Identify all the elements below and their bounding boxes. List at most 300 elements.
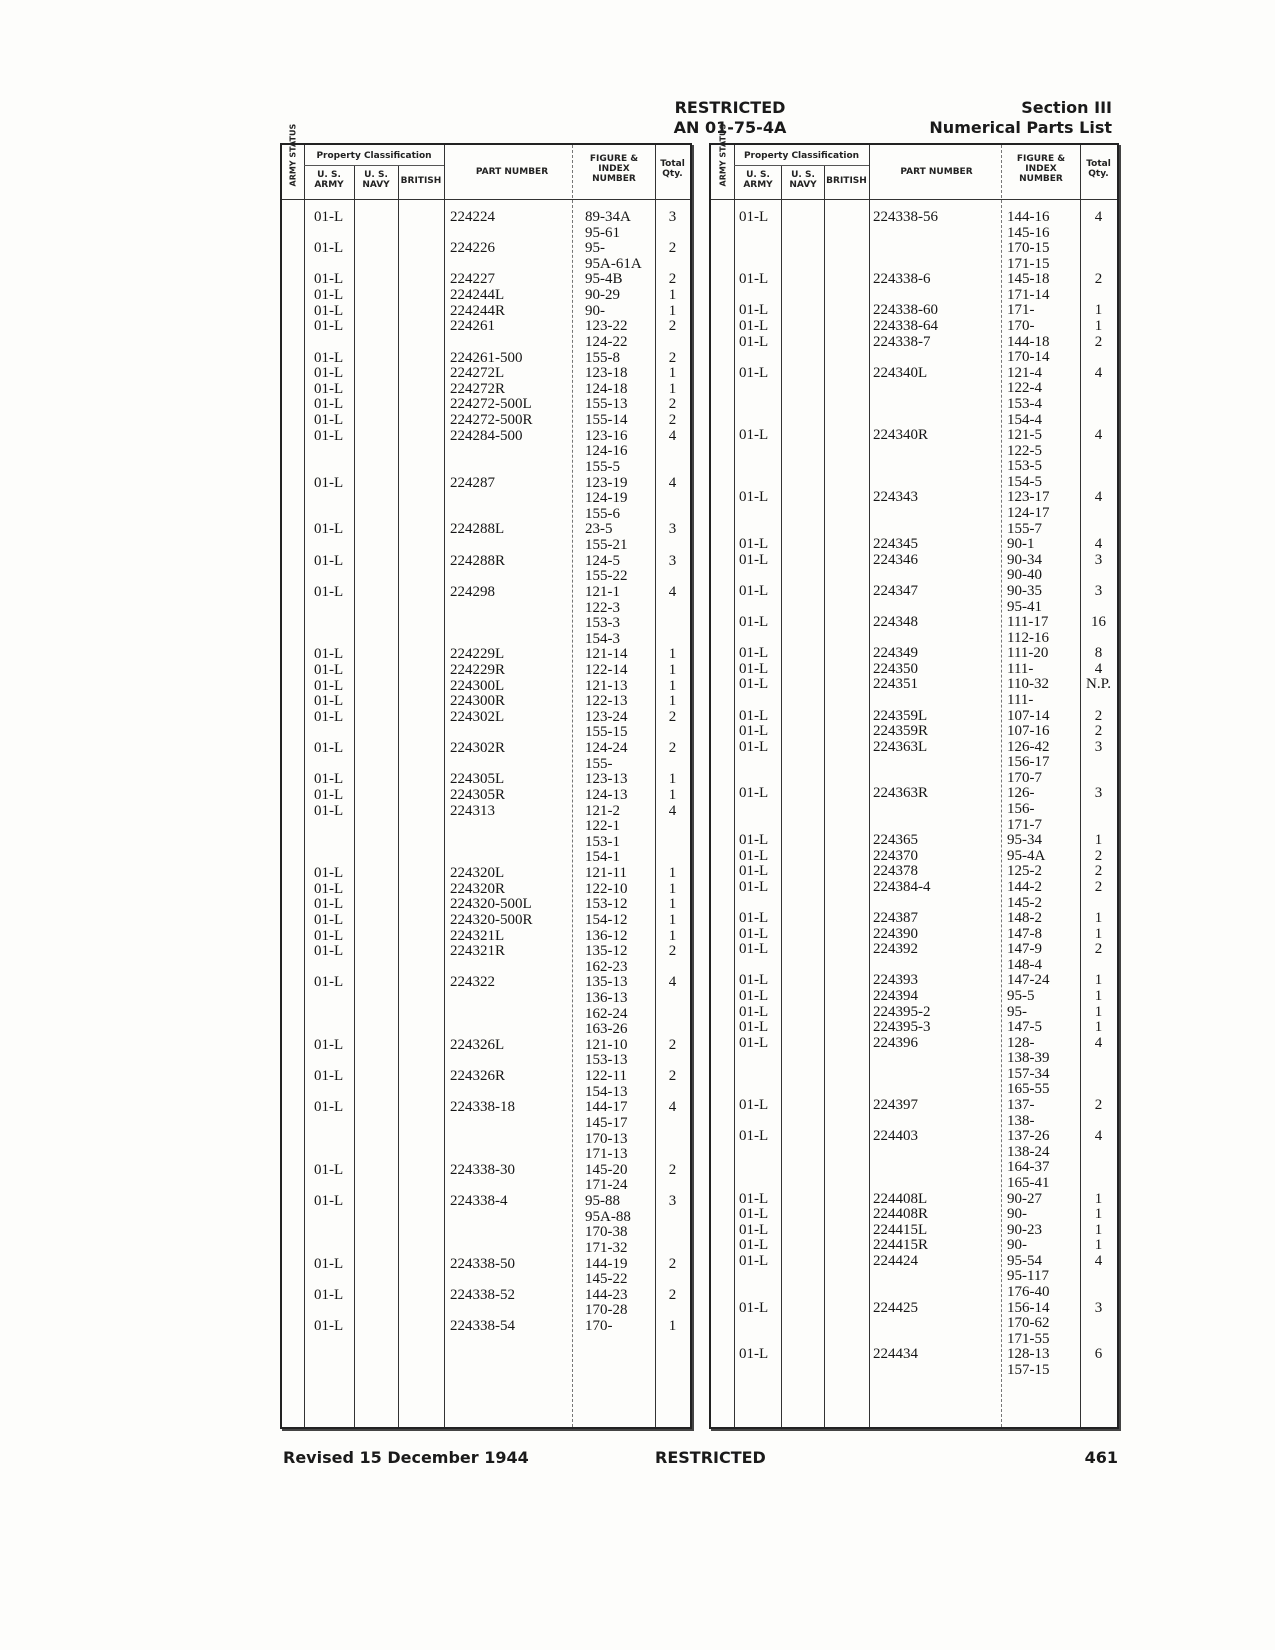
figure-index-cell: 111-20 (1007, 645, 1049, 662)
figure-index-cell: 145-18 (1007, 271, 1050, 288)
total-qty-cell: 2 (668, 1068, 677, 1085)
part-number-cell: 224394 (873, 988, 918, 1004)
part-number-cell: 224326L (450, 1036, 505, 1053)
total-qty-cell: 2 (668, 1286, 677, 1303)
total-qty-cell: 4 (668, 474, 677, 491)
figure-index-cell: 162-24 (585, 1005, 628, 1022)
figure-index-cell: 171-32 (585, 1239, 628, 1256)
figure-index-cell: 154-13 (585, 1083, 628, 1100)
figure-index-cell: 121-10 (585, 1036, 628, 1053)
part-number-cell: 224322 (450, 974, 495, 991)
header-figure-index: FIGURE & INDEX NUMBER (589, 154, 639, 184)
part-number-cell: 224300R (450, 693, 506, 710)
army-status-cell: 01-L (739, 676, 769, 693)
part-number-cell: 224321R (450, 943, 506, 960)
part-number-cell: 224326R (450, 1068, 506, 1085)
army-status-cell: 01-L (314, 693, 344, 710)
table-row (711, 489, 1117, 505)
army-status-cell: 01-L (739, 427, 769, 444)
part-number-cell: 224378 (873, 863, 918, 880)
table-row (711, 801, 1117, 817)
figure-index-cell: 154-3 (585, 630, 620, 647)
table-row (282, 959, 690, 975)
part-number-cell: 224338-60 (873, 302, 938, 319)
army-status-cell: 01-L (314, 943, 344, 960)
table-row (282, 1209, 690, 1225)
table-row (711, 318, 1117, 334)
table-row (711, 1315, 1117, 1331)
total-qty-cell: 4 (1094, 660, 1103, 677)
figure-index-cell: 95-41 (1007, 598, 1042, 615)
table-row (711, 1268, 1117, 1284)
table-row (282, 334, 690, 350)
table-row (711, 661, 1117, 677)
header-british: BRITISH (826, 176, 867, 186)
total-qty-cell: 2 (668, 943, 677, 960)
total-qty-cell: 2 (668, 1161, 677, 1178)
table-row (282, 818, 690, 834)
part-number-cell: 224384-4 (873, 878, 931, 895)
table-row (282, 584, 690, 600)
army-status-cell: 01-L (314, 427, 344, 444)
army-status-cell: 01-L (314, 1099, 344, 1116)
figure-index-cell: 136-13 (585, 990, 628, 1006)
figure-index-cell: 138-24 (1007, 1143, 1050, 1160)
figure-index-cell: 90- (585, 302, 605, 319)
table-row (282, 678, 690, 694)
part-number-cell: 224272L (450, 365, 505, 382)
army-status-cell: 01-L (739, 318, 769, 335)
part-number-cell: 224244R (450, 302, 506, 319)
total-qty-cell: 1 (668, 365, 677, 382)
table-row (282, 396, 690, 412)
total-qty-cell: 2 (668, 318, 677, 335)
table-row (282, 459, 690, 475)
army-status-cell: 01-L (739, 364, 769, 381)
header-property-classification: Property Classification (743, 151, 860, 161)
figure-index-cell: 123-18 (585, 365, 628, 382)
table-row (282, 1287, 690, 1303)
part-number-cell: 224359R (873, 723, 929, 740)
figure-index-cell: 154-12 (585, 911, 628, 928)
figure-index-cell: 145-16 (1007, 224, 1050, 241)
part-number-cell: 224370 (873, 847, 918, 864)
figure-index-cell: 155-14 (585, 412, 628, 429)
total-qty-cell: 1 (1094, 1003, 1103, 1020)
table-row (711, 770, 1117, 786)
figure-index-cell: 170-62 (1007, 1315, 1050, 1332)
figure-index-cell: 95A-61A (585, 255, 642, 272)
table-row (711, 536, 1117, 552)
army-status-cell: 01-L (314, 209, 344, 225)
army-status-cell: 01-L (314, 927, 344, 944)
part-number-cell: 224320R (450, 880, 506, 897)
figure-index-cell: 163-26 (585, 1021, 628, 1038)
total-qty-cell: N.P. (1085, 676, 1111, 693)
table-row (282, 225, 690, 241)
figure-index-cell: 153-1 (585, 833, 620, 850)
figure-index-cell: 95-61 (585, 224, 620, 241)
part-number-cell: 224346 (873, 551, 918, 568)
figure-index-cell: 121-5 (1007, 427, 1042, 444)
total-qty-cell: 1 (668, 896, 677, 913)
table-row (711, 1159, 1117, 1175)
part-number-cell: 224397 (873, 1097, 918, 1114)
total-qty-cell: 1 (1094, 832, 1103, 849)
part-number-cell: 224363L (873, 738, 928, 755)
part-number-cell: 224338-64 (873, 318, 938, 335)
table-row (711, 988, 1117, 1004)
figure-index-cell: 155-21 (585, 537, 628, 554)
part-number-cell: 224395-3 (873, 1019, 931, 1036)
total-qty-cell: 6 (1094, 1346, 1103, 1363)
total-qty-cell: 2 (668, 1255, 677, 1272)
total-qty-cell: 1 (1094, 1019, 1103, 1036)
figure-index-cell: 110-32 (1007, 676, 1049, 693)
total-qty-cell: 1 (668, 786, 677, 803)
total-qty-cell: 4 (1094, 1128, 1103, 1145)
table-row (711, 1128, 1117, 1144)
part-number-cell: 224321L (450, 927, 505, 944)
table-row (282, 490, 690, 506)
figure-index-cell: 90-29 (585, 287, 620, 304)
total-qty-cell: 1 (668, 880, 677, 897)
table-row (711, 1284, 1117, 1300)
header-army-status: ARMY STATUS (288, 123, 298, 187)
table-row (711, 957, 1117, 973)
figure-index-cell: 121-4 (1007, 364, 1042, 381)
army-status-cell: 01-L (739, 536, 769, 553)
part-number-cell: 224298 (450, 583, 495, 600)
figure-index-cell: 124-16 (585, 443, 628, 460)
part-number-cell: 224227 (450, 271, 495, 288)
army-status-cell: 01-L (314, 365, 344, 382)
figure-index-cell: 156-14 (1007, 1299, 1050, 1316)
table-row (711, 1237, 1117, 1253)
part-number-cell: 224261 (450, 318, 495, 335)
table-row (282, 771, 690, 787)
part-number-cell: 224224 (450, 209, 495, 225)
table-row (711, 521, 1117, 537)
table-row (711, 427, 1117, 443)
table-row (282, 1052, 690, 1068)
table-row (711, 287, 1117, 303)
table-row (282, 787, 690, 803)
header-us-navy: U. S. NAVY (362, 170, 390, 190)
table-row (282, 553, 690, 569)
part-number-cell: 224408R (873, 1206, 929, 1223)
part-number-cell: 224363R (873, 785, 929, 802)
table-row (282, 381, 690, 397)
total-qty-cell: 8 (1094, 645, 1103, 662)
army-status-cell: 01-L (739, 738, 769, 755)
figure-index-cell: 95-4A (1007, 847, 1046, 864)
table-row (711, 583, 1117, 599)
total-qty-cell: 1 (1094, 302, 1103, 319)
part-number-cell: 224244L (450, 287, 505, 304)
figure-index-cell: 155-7 (1007, 520, 1042, 537)
table-row (282, 521, 690, 537)
table-row (711, 225, 1117, 241)
part-number-cell: 224272-500L (450, 396, 532, 413)
table-row (711, 209, 1117, 225)
figure-index-cell: 155-8 (585, 349, 620, 366)
army-status-cell: 01-L (739, 1221, 769, 1238)
figure-index-cell: 126- (1007, 785, 1035, 802)
total-qty-cell: 1 (668, 661, 677, 678)
table-row (282, 600, 690, 616)
table-row (711, 1253, 1117, 1269)
figure-index-cell: 144-23 (585, 1286, 628, 1303)
army-status-cell: 01-L (314, 396, 344, 413)
figure-index-cell: 147-8 (1007, 925, 1042, 942)
table-row (282, 1131, 690, 1147)
army-status-cell: 01-L (739, 614, 769, 631)
header-property-classification: Property Classification (316, 151, 432, 161)
figure-index-cell: 121-2 (585, 802, 620, 819)
part-number-cell: 224320-500R (450, 911, 533, 928)
total-qty-cell: 1 (1094, 910, 1103, 927)
figure-index-cell: 153-3 (585, 615, 620, 632)
figure-index-cell: 90-35 (1007, 582, 1042, 599)
part-number-cell: 224313 (450, 802, 495, 819)
part-number-cell: 224305L (450, 771, 505, 788)
part-number-cell: 224348 (873, 614, 918, 631)
table-row (711, 1113, 1117, 1129)
table-row (282, 646, 690, 662)
table-row (711, 630, 1117, 646)
table-row (282, 475, 690, 491)
table-row (282, 1099, 690, 1115)
total-qty-cell: 4 (668, 974, 677, 991)
army-status-cell: 01-L (739, 1097, 769, 1114)
army-status-cell: 01-L (314, 677, 344, 694)
page-header-center (560, 98, 900, 138)
section-label: Section III (1021, 98, 1112, 117)
table-row (711, 365, 1117, 381)
figure-index-cell: 124-13 (585, 786, 628, 803)
part-number-cell: 224338-54 (450, 1318, 515, 1335)
army-status-cell: 01-L (739, 1299, 769, 1316)
figure-index-cell: 145-20 (585, 1161, 628, 1178)
part-number-cell: 224424 (873, 1252, 918, 1269)
figure-index-cell: 137- (1007, 1097, 1035, 1114)
figure-index-cell: 144-18 (1007, 333, 1050, 350)
figure-index-cell: 155-6 (585, 505, 620, 522)
table-row (711, 1019, 1117, 1035)
army-status-cell: 01-L (739, 1019, 769, 1036)
part-number-cell: 224305R (450, 786, 506, 803)
part-number-cell: 224351 (873, 676, 918, 693)
table-row (711, 1222, 1117, 1238)
table-row (711, 1050, 1117, 1066)
army-status-cell: 01-L (739, 847, 769, 864)
figure-index-cell: 123-19 (585, 474, 628, 491)
army-status-cell: 01-L (314, 552, 344, 569)
total-qty-cell: 1 (668, 677, 677, 694)
figure-index-cell: 144-19 (585, 1255, 628, 1272)
table-row (711, 380, 1117, 396)
figure-index-cell: 122-13 (585, 693, 628, 710)
figure-index-cell: 170-7 (1007, 769, 1042, 786)
total-qty-cell: 1 (668, 1318, 677, 1335)
figure-index-cell: 171-15 (1007, 255, 1050, 272)
table-row (711, 1331, 1117, 1347)
part-number-cell: 224338-50 (450, 1255, 515, 1272)
figure-index-cell: 165-55 (1007, 1081, 1050, 1098)
army-status-cell: 01-L (739, 1252, 769, 1269)
army-status-cell: 01-L (314, 271, 344, 288)
page-number: 461 (1084, 1448, 1118, 1467)
part-number-cell: 224320-500L (450, 896, 532, 913)
table-row (711, 848, 1117, 864)
army-status-cell: 01-L (739, 863, 769, 880)
army-status-cell: 01-L (314, 1318, 344, 1335)
army-status-cell: 01-L (739, 660, 769, 677)
total-qty-cell: 2 (1094, 941, 1103, 958)
figure-index-cell: 156-17 (1007, 754, 1050, 771)
part-number-cell: 224261-500 (450, 349, 523, 366)
figure-index-cell: 121-1 (585, 583, 620, 600)
total-qty-cell: 2 (1094, 707, 1103, 724)
army-status-cell: 01-L (739, 1190, 769, 1207)
figure-index-cell: 162-23 (585, 958, 628, 975)
figure-index-cell: 147-5 (1007, 1019, 1042, 1036)
table-row (711, 1066, 1117, 1082)
total-qty-cell: 2 (668, 240, 677, 257)
total-qty-cell: 2 (1094, 863, 1103, 880)
figure-index-cell: 122-10 (585, 880, 628, 897)
table-row (282, 1240, 690, 1256)
table-row (711, 1035, 1117, 1051)
part-number-cell: 224390 (873, 925, 918, 942)
part-number-cell: 224425 (873, 1299, 918, 1316)
revised-date: Revised 15 December 1944 (283, 1448, 529, 1467)
part-number-cell: 224350 (873, 660, 918, 677)
army-status-cell: 01-L (739, 707, 769, 724)
part-number-cell: 224343 (873, 489, 918, 506)
figure-index-cell: 147-24 (1007, 972, 1050, 989)
figure-index-cell: 171-14 (1007, 286, 1050, 303)
figure-index-cell: 95A-88 (585, 1208, 631, 1225)
figure-index-cell: 170-28 (585, 1302, 628, 1319)
part-number-cell: 224229R (450, 661, 506, 678)
figure-index-cell: 135-12 (585, 943, 628, 960)
table-row (282, 912, 690, 928)
army-status-cell: 01-L (314, 786, 344, 803)
total-qty-cell: 4 (668, 427, 677, 444)
table-row (711, 895, 1117, 911)
figure-index-cell: 122-4 (1007, 380, 1042, 397)
figure-index-cell: 128-13 (1007, 1346, 1050, 1363)
army-status-cell: 01-L (739, 1034, 769, 1051)
army-status-cell: 01-L (314, 474, 344, 491)
table-row (711, 832, 1117, 848)
part-number-cell: 224288R (450, 552, 506, 569)
total-qty-cell: 1 (668, 302, 677, 319)
figure-index-cell: 156- (1007, 801, 1035, 818)
figure-index-cell: 90-27 (1007, 1190, 1042, 1207)
figure-index-cell: 121-13 (585, 677, 628, 694)
table-row (282, 256, 690, 272)
table-row (711, 334, 1117, 350)
army-status-cell: 01-L (314, 318, 344, 335)
figure-index-cell: 171-13 (585, 1146, 628, 1163)
table-row (711, 505, 1117, 521)
part-number-cell: 224229L (450, 646, 505, 663)
total-qty-cell: 1 (1094, 318, 1103, 335)
part-number-cell: 224349 (873, 645, 918, 662)
figure-index-cell: 171-7 (1007, 816, 1042, 833)
figure-index-cell: 125-2 (1007, 863, 1042, 880)
figure-index-cell: 122-5 (1007, 442, 1042, 459)
table-row (282, 443, 690, 459)
figure-index-cell: 90-1 (1007, 536, 1035, 553)
figure-index-cell: 170-38 (585, 1224, 628, 1241)
total-qty-cell: 3 (1094, 582, 1103, 599)
total-qty-cell: 1 (668, 927, 677, 944)
figure-index-cell: 153-13 (585, 1052, 628, 1069)
figure-index-cell: 170- (1007, 318, 1035, 335)
figure-index-cell: 171-24 (585, 1177, 628, 1194)
table-row (711, 349, 1117, 365)
total-qty-cell: 1 (668, 693, 677, 710)
restricted-label: RESTRICTED (674, 98, 786, 117)
table-row (282, 1256, 690, 1272)
table-row (282, 662, 690, 678)
figure-index-cell: 121-11 (585, 865, 627, 882)
table-row (282, 1162, 690, 1178)
table-row (282, 1021, 690, 1037)
table-row (282, 943, 690, 959)
table-row (711, 1081, 1117, 1097)
figure-index-cell: 124-18 (585, 380, 628, 397)
army-status-cell: 01-L (739, 910, 769, 927)
figure-index-cell: 111- (1007, 691, 1034, 708)
total-qty-cell: 1 (668, 287, 677, 304)
part-number-cell: 224338-4 (450, 1193, 508, 1210)
total-qty-cell: 3 (668, 521, 677, 538)
part-number-cell: 224288L (450, 521, 505, 538)
figure-index-cell: 145-2 (1007, 894, 1042, 911)
total-qty-cell: 4 (1094, 364, 1103, 381)
figure-index-cell: 170- (585, 1318, 613, 1335)
army-status-cell: 01-L (314, 896, 344, 913)
table-row (711, 302, 1117, 318)
table-row (282, 990, 690, 1006)
army-status-cell: 01-L (314, 1193, 344, 1210)
figure-index-cell: 90-23 (1007, 1221, 1042, 1238)
figure-index-cell: 123-13 (585, 771, 628, 788)
table-row (711, 754, 1117, 770)
part-number-cell: 224345 (873, 536, 918, 553)
army-status-cell: 01-L (314, 349, 344, 366)
figure-index-cell: 144-17 (585, 1099, 628, 1116)
figure-index-cell: 170-13 (585, 1130, 628, 1147)
total-qty-cell: 1 (668, 380, 677, 397)
part-number-cell: 224403 (873, 1128, 918, 1145)
part-number-cell: 224347 (873, 582, 918, 599)
table-row (711, 972, 1117, 988)
part-number-cell: 224359L (873, 707, 928, 724)
army-status-cell: 01-L (314, 802, 344, 819)
figure-index-cell: 122-14 (585, 661, 628, 678)
total-qty-cell: 2 (668, 1036, 677, 1053)
part-number-cell: 224396 (873, 1034, 918, 1051)
part-number-cell: 224284-500 (450, 427, 523, 444)
part-number-cell: 224340L (873, 364, 928, 381)
header-figure-index: FIGURE & INDEX NUMBER (1016, 154, 1066, 184)
